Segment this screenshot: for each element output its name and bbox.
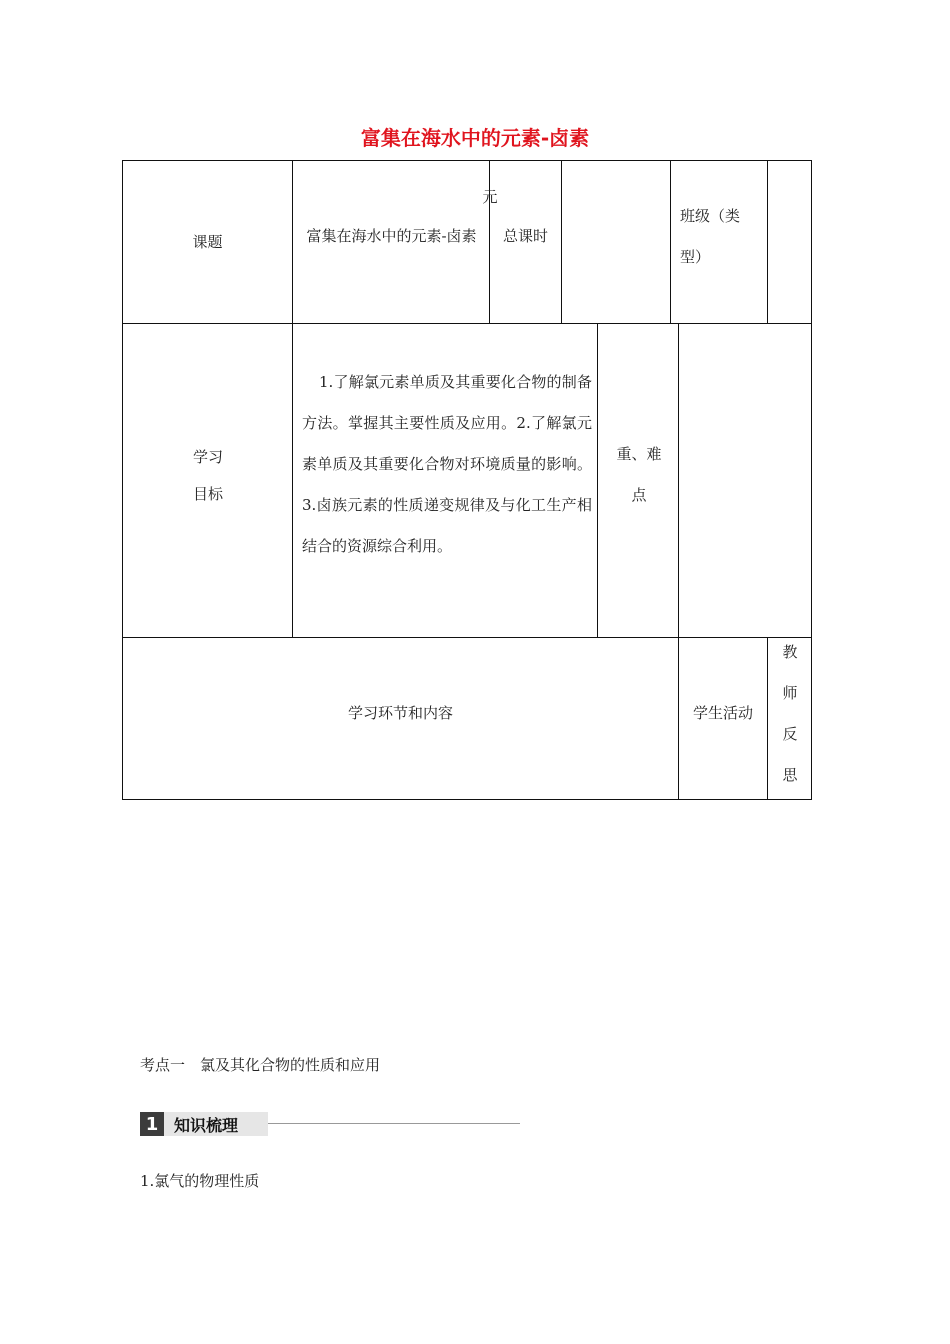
section-heading: 考点一 氯及其化合物的性质和应用 [140,1056,381,1074]
col-divider-r1-b [561,160,562,324]
badge-text: 知识梳理 [174,1115,239,1135]
content-label-cell [123,638,678,788]
col-divider-r3 [767,637,768,800]
teacher-reflection-char-3: 反 [782,725,798,743]
topic-value: 富集在海水中的元素-卤素 [306,227,477,245]
student-activity-label: 学生活动 [692,703,753,722]
col-divider-label [292,160,293,638]
teacher-reflection-char-4: 思 [782,766,798,784]
objectives-label: 学习目标 [192,448,223,503]
document-title: 富集在海水中的元素-卤素 [360,126,590,150]
student-activity-cell [679,638,767,788]
objectives-text: 1.了解氯元素单质及其重要化合物的制备方法。掌握其主要性质及应用。2.了解氯元素单质及其重要化合物对环境质量的影响。3.卤族元素的性质递变规律及与化工生产相结合的资源综合利用。 [302,373,592,555]
col-divider-r1-c [670,160,671,324]
total-hours-label: 总课时 [502,226,548,245]
teacher-reflection-char-2: 师 [782,684,798,702]
key-points-label: 重、难点 [616,445,662,504]
table-border-bottom [122,799,812,800]
col-divider-r1-d [767,160,768,324]
content-label: 学习环节和内容 [347,703,453,722]
badge-number: 1 [140,1112,164,1136]
unit-fragment: 元 [482,188,498,206]
knowledge-badge [140,1112,268,1136]
table-row-divider-1 [122,323,812,324]
badge-rule [268,1123,520,1124]
table-border-right [811,160,812,800]
topic-label-cell [123,161,292,323]
subheading: 1.氯气的物理性质 [140,1172,260,1190]
col-divider-r2-a [597,323,598,638]
teacher-reflection-char-1: 教 [782,643,798,661]
topic-label: 课题 [192,232,223,251]
total-hours-label-cell [490,161,561,311]
class-label: 班级（类型） [680,207,741,266]
